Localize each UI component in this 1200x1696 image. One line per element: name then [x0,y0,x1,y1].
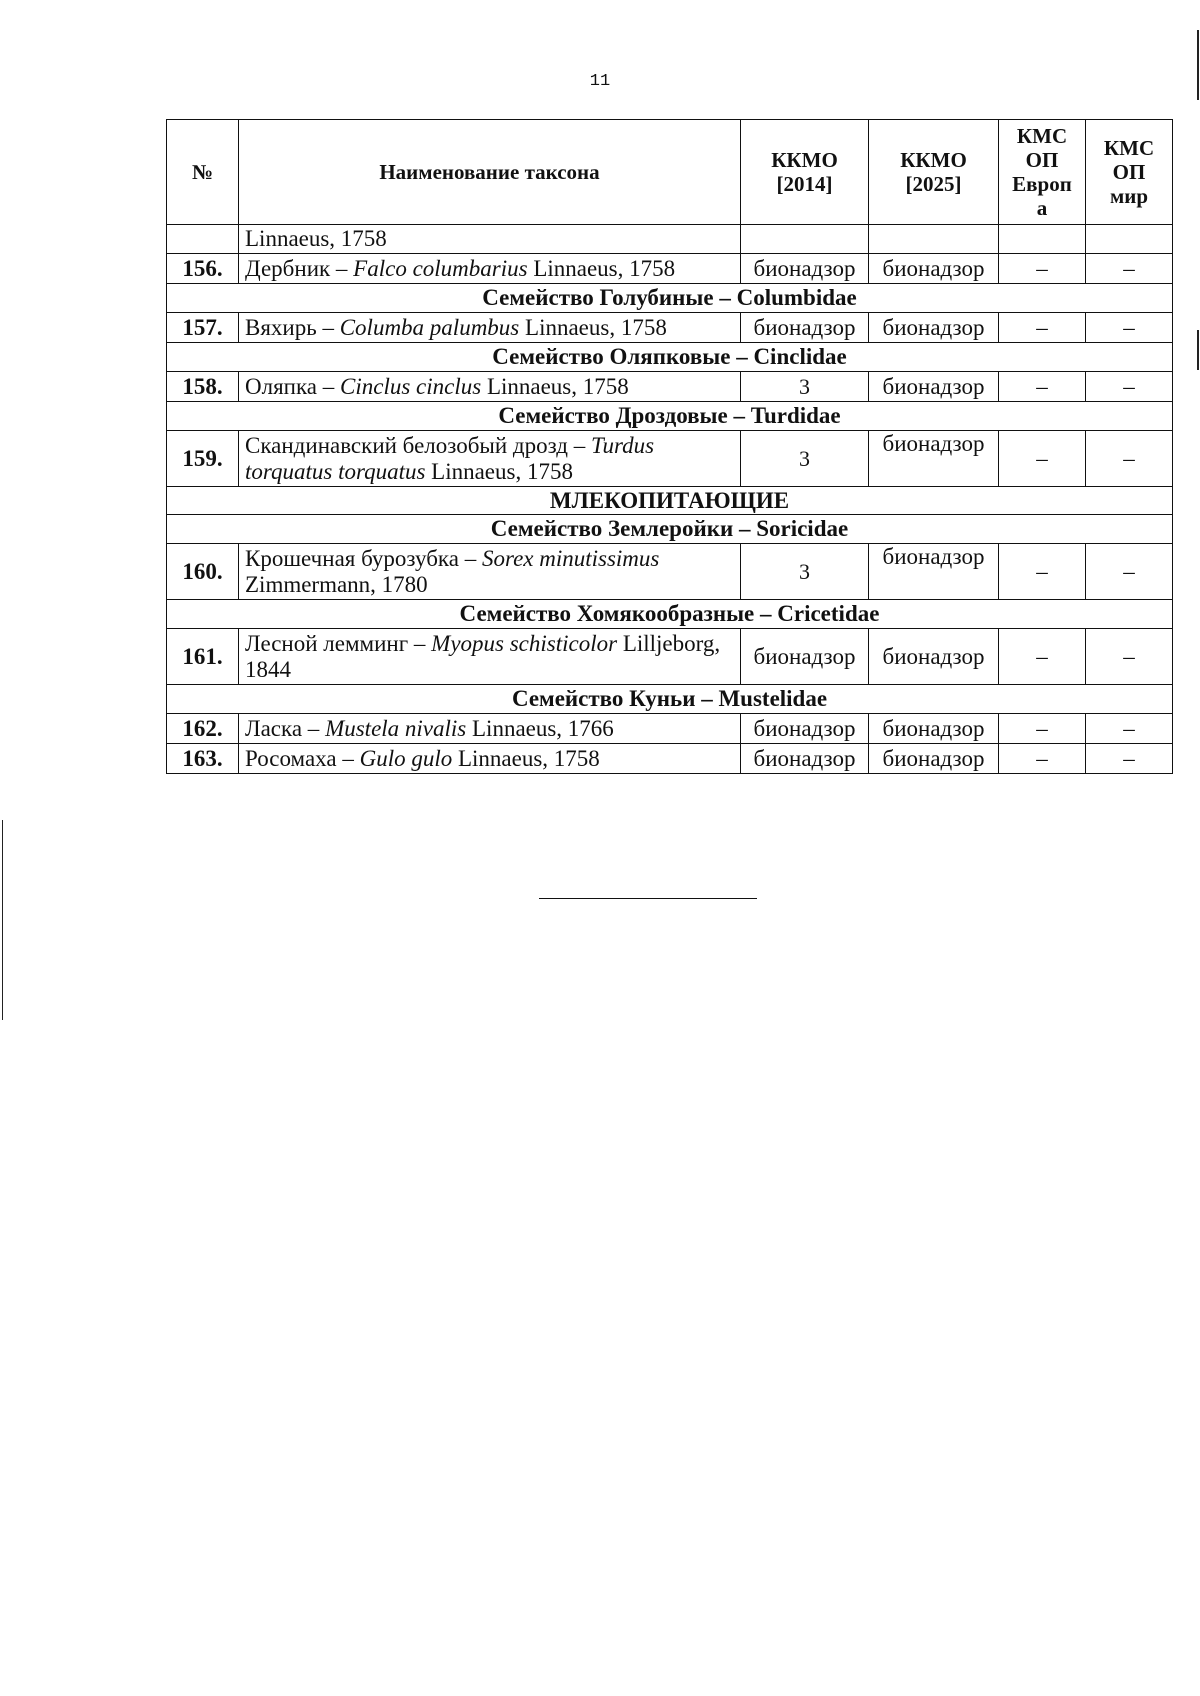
taxon-name [239,744,741,774]
taxon-latin-name: Turdus torquatus torquatus [245,432,655,484]
taxon-author: Lilljeborg, 1844 [245,630,721,682]
scan-edge-mark [2,820,3,1020]
kkmo-2025-cell: бионадзор [869,714,999,744]
taxon-russian-name: Вяхирь – [245,314,340,340]
table-row [167,600,1173,629]
row-number: 158. [167,372,239,402]
table-row [167,284,1173,313]
taxa-table [166,119,1173,774]
taxon-name [239,313,741,343]
taxon-latin-name: Gulo gulo [359,745,453,771]
family-heading: Семейство Землеройки – Soricidae [167,515,1173,544]
end-of-document-rule [539,898,757,899]
kms-world-cell: – [1086,544,1173,600]
taxon-name [239,431,741,487]
scan-edge-mark [1197,30,1199,100]
table-row [167,343,1173,372]
family-heading: Семейство Оляпковые – Cinclidae [167,343,1173,372]
kms-europe-cell: – [999,714,1086,744]
family-heading: Семейство Куньи – Mustelidae [167,685,1173,714]
taxon-latin-name: Cinclus cinclus [340,373,482,399]
family-heading: Семейство Голубиные – Columbidae [167,284,1173,313]
kkmo-2025-cell: бионадзор [869,629,999,685]
page-number: 11 [589,72,611,91]
kkmo-2025-cell: бионадзор [869,431,999,487]
taxon-russian-name: Дербник – [245,255,354,281]
row-number: 157. [167,313,239,343]
kms-europe-cell: – [999,313,1086,343]
kkmo-2014-cell [741,225,869,254]
kms-europe-cell: – [999,254,1086,284]
kkmo-2025-cell: бионадзор [869,254,999,284]
kkmo-2025-cell [869,225,999,254]
row-number: 156. [167,254,239,284]
taxon-author: Linnaeus, 1758 [425,458,573,484]
kms-europe-cell: – [999,629,1086,685]
kkmo-2014-cell: бионадзор [741,714,869,744]
table-row [167,431,1173,487]
table-row [167,544,1173,600]
scan-edge-mark [1197,330,1199,370]
kms-europe-cell: – [999,544,1086,600]
header-num: № [167,120,239,225]
taxon-author: Linnaeus, 1758 [527,255,676,281]
kkmo-2014-cell: 3 [741,544,869,600]
kkmo-2025-cell: бионадзор [869,372,999,402]
kms-world-cell: – [1086,254,1173,284]
taxon-name [239,714,741,744]
row-number: 161. [167,629,239,685]
taxon-latin-name: Columba palumbus [339,314,520,340]
table-row [167,714,1173,744]
taxon-russian-name: Крошечная бурозубка – [245,545,482,571]
table-body [167,225,1173,774]
kms-europe-cell: – [999,431,1086,487]
taxon-latin-name: Mustela nivalis [325,715,467,741]
taxon-russian-name: Ласка – [245,715,326,741]
kms-europe-cell: – [999,744,1086,774]
taxon-name: Linnaeus, 1758 [239,225,741,254]
kms-world-cell: – [1086,431,1173,487]
row-number: 162. [167,714,239,744]
table-row [167,515,1173,544]
kkmo-2025-cell: бионадзор [869,744,999,774]
table-row [167,225,1173,254]
family-heading: Семейство Хомякообразные – Cricetidae [167,600,1173,629]
kms-world-cell: – [1086,714,1173,744]
taxon-author: Linnaeus, 1758 [452,745,600,771]
kkmo-2014-cell: 3 [741,372,869,402]
taxon-latin-name: Myopus schisticolor [431,630,618,656]
table-row [167,685,1173,714]
kkmo-2014-cell: бионадзор [741,313,869,343]
kms-world-cell: – [1086,313,1173,343]
header-kms-europe: КМС ОП Европ а [999,120,1086,225]
kkmo-2025-cell: бионадзор [869,544,999,600]
row-number: 159. [167,431,239,487]
row-number: 160. [167,544,239,600]
taxon-name [239,254,741,284]
table-row [167,372,1173,402]
table-header [167,120,1173,225]
taxon-name [239,372,741,402]
header-kkmo-2014: ККМО [2014] [741,120,869,225]
kkmo-2014-cell: бионадзор [741,629,869,685]
taxon-russian-name: Лесной лемминг – [245,630,432,656]
kms-world-cell: – [1086,372,1173,402]
table-row [167,402,1173,431]
table-row [167,313,1173,343]
taxon-russian-name: Росомаха – [245,745,360,771]
family-heading: Семейство Дроздовые – Turdidae [167,402,1173,431]
taxon-author: Zimmermann, 1780 [245,571,428,597]
taxon-latin-name: Sorex minutissimus [481,545,660,571]
kkmo-2025-cell: бионадзор [869,313,999,343]
kkmo-2014-cell: бионадзор [741,744,869,774]
kms-world-cell [1086,225,1173,254]
taxon-author: Linnaeus, 1758 [519,314,667,340]
kkmo-2014-cell: бионадзор [741,254,869,284]
table-row [167,487,1173,515]
row-number [167,225,239,254]
kms-europe-cell [999,225,1086,254]
taxon-russian-name: Оляпка – [245,373,341,399]
taxon-name [239,629,741,685]
kms-europe-cell: – [999,372,1086,402]
table-row [167,254,1173,284]
class-heading: МЛЕКОПИТАЮЩИЕ [167,487,1173,515]
table-row [167,629,1173,685]
header-kkmo-2025: ККМО [2025] [869,120,999,225]
header-name: Наименование таксона [239,120,741,225]
kms-world-cell: – [1086,629,1173,685]
kkmo-2014-cell: 3 [741,431,869,487]
taxon-name [239,544,741,600]
header-kms-world: КМС ОП мир [1086,120,1173,225]
row-number: 163. [167,744,239,774]
taxon-russian-name: Скандинавский белозобый дрозд – [245,432,592,458]
taxon-author: Linnaeus, 1766 [466,715,614,741]
taxon-latin-name: Falco columbarius [353,255,528,281]
table-row [167,744,1173,774]
taxon-author: Linnaeus, 1758 [481,373,629,399]
kms-world-cell: – [1086,744,1173,774]
